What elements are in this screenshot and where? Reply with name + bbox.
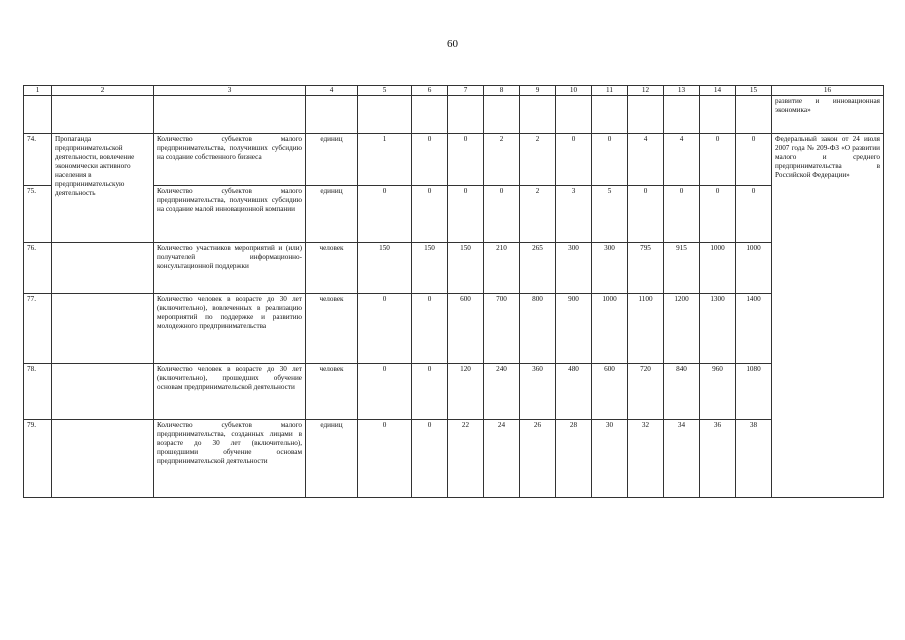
header-cell: 13 <box>664 86 700 96</box>
value-cell: 1000 <box>592 294 628 364</box>
group-description: Пропаганда предпринимательской деятельности, вовлечение экономически активного населения в предпринимательскую деятельность <box>52 134 154 243</box>
header-cell: 3 <box>154 86 306 96</box>
table-row <box>24 243 884 294</box>
value-cell: 0 <box>700 186 736 243</box>
row-number: 74. <box>24 134 52 186</box>
value-cell: 0 <box>358 420 412 498</box>
value-cell: 0 <box>664 186 700 243</box>
value-cell: 480 <box>556 364 592 420</box>
value-cell: 300 <box>556 243 592 294</box>
indicators-table <box>23 85 884 498</box>
value-cell: 240 <box>484 364 520 420</box>
header-row <box>24 86 884 96</box>
header-cell: 5 <box>358 86 412 96</box>
value-cell: 0 <box>448 134 484 186</box>
value-cell: 0 <box>358 294 412 364</box>
row-number: 77. <box>24 294 52 364</box>
value-cell: 1400 <box>736 294 772 364</box>
unit: человек <box>306 243 358 294</box>
value-cell: 0 <box>412 364 448 420</box>
value-cell: 5 <box>592 186 628 243</box>
value-cell: 0 <box>592 134 628 186</box>
value-cell: 0 <box>412 186 448 243</box>
continuation-row <box>24 96 884 134</box>
value-cell: 150 <box>448 243 484 294</box>
table-row <box>24 420 884 498</box>
value-cell: 0 <box>448 186 484 243</box>
value-cell: 1080 <box>736 364 772 420</box>
value-cell: 0 <box>484 186 520 243</box>
indicator-name: Количество субъектов малого предпринимательства, созданных лицами в возрасте до 30 лет (включительно), прошедшими обучение основам предпринимательской деятельности <box>154 420 306 498</box>
value-cell: 0 <box>412 420 448 498</box>
value-cell: 900 <box>556 294 592 364</box>
value-cell: 600 <box>448 294 484 364</box>
value-cell: 36 <box>700 420 736 498</box>
value-cell: 28 <box>556 420 592 498</box>
value-cell: 2 <box>520 186 556 243</box>
header-cell: 7 <box>448 86 484 96</box>
law-reference: Федеральный закон от 24 июля 2007 года № 209-ФЗ «О развитии малого и среднего предпринимательства в Российской Федерации» <box>772 134 884 498</box>
indicator-name: Количество субъектов малого предпринимательства, получивших субсидию на создание собственного бизнеса <box>154 134 306 186</box>
unit: единиц <box>306 134 358 186</box>
value-cell: 0 <box>412 294 448 364</box>
header-cell: 2 <box>52 86 154 96</box>
indicator-name: Количество участников мероприятий и (или) получателей информационно-консультационной поддержки <box>154 243 306 294</box>
value-cell: 600 <box>592 364 628 420</box>
value-cell: 22 <box>448 420 484 498</box>
unit: человек <box>306 364 358 420</box>
value-cell: 700 <box>484 294 520 364</box>
table-row <box>24 134 884 186</box>
value-cell: 34 <box>664 420 700 498</box>
unit: человек <box>306 294 358 364</box>
value-cell: 360 <box>520 364 556 420</box>
value-cell: 960 <box>700 364 736 420</box>
value-cell: 1 <box>358 134 412 186</box>
value-cell: 120 <box>448 364 484 420</box>
indicator-name: Количество субъектов малого предпринимательства, получивших субсидию на создание малой инновационной компании <box>154 186 306 243</box>
indicator-name: Количество человек в возрасте до 30 лет (включительно), вовлеченных в реализацию мероприятий по поддержке и развитию молодежного предпринимательства <box>154 294 306 364</box>
row-number: 76. <box>24 243 52 294</box>
value-cell: 800 <box>520 294 556 364</box>
value-cell: 0 <box>358 186 412 243</box>
value-cell: 30 <box>592 420 628 498</box>
header-cell: 14 <box>700 86 736 96</box>
header-cell: 4 <box>306 86 358 96</box>
row-number: 79. <box>24 420 52 498</box>
header-cell: 6 <box>412 86 448 96</box>
value-cell: 915 <box>664 243 700 294</box>
value-cell: 720 <box>628 364 664 420</box>
value-cell: 1000 <box>700 243 736 294</box>
indicator-name: Количество человек в возрасте до 30 лет (включительно), прошедших обучение основам предпринимательской деятельности <box>154 364 306 420</box>
value-cell: 300 <box>592 243 628 294</box>
header-cell: 15 <box>736 86 772 96</box>
value-cell: 0 <box>556 134 592 186</box>
row-number: 78. <box>24 364 52 420</box>
table-row <box>24 294 884 364</box>
table-row <box>24 364 884 420</box>
value-cell: 2 <box>520 134 556 186</box>
value-cell: 150 <box>358 243 412 294</box>
header-cell: 1 <box>24 86 52 96</box>
value-cell: 26 <box>520 420 556 498</box>
value-cell: 2 <box>484 134 520 186</box>
value-cell: 265 <box>520 243 556 294</box>
header-cell: 16 <box>772 86 884 96</box>
value-cell: 3 <box>556 186 592 243</box>
value-cell: 0 <box>628 186 664 243</box>
value-cell: 840 <box>664 364 700 420</box>
value-cell: 38 <box>736 420 772 498</box>
header-cell: 10 <box>556 86 592 96</box>
value-cell: 4 <box>664 134 700 186</box>
value-cell: 4 <box>628 134 664 186</box>
value-cell: 1300 <box>700 294 736 364</box>
continuation-text: развитие и инновационная экономика» <box>772 96 884 134</box>
value-cell: 0 <box>700 134 736 186</box>
unit: единиц <box>306 186 358 243</box>
header-cell: 11 <box>592 86 628 96</box>
value-cell: 32 <box>628 420 664 498</box>
value-cell: 795 <box>628 243 664 294</box>
value-cell: 210 <box>484 243 520 294</box>
unit: единиц <box>306 420 358 498</box>
value-cell: 1100 <box>628 294 664 364</box>
value-cell: 1000 <box>736 243 772 294</box>
value-cell: 24 <box>484 420 520 498</box>
value-cell: 0 <box>736 134 772 186</box>
value-cell: 0 <box>736 186 772 243</box>
page-number: 60 <box>447 38 458 50</box>
header-cell: 8 <box>484 86 520 96</box>
value-cell: 1200 <box>664 294 700 364</box>
value-cell: 0 <box>358 364 412 420</box>
value-cell: 0 <box>412 134 448 186</box>
row-number: 75. <box>24 186 52 243</box>
header-cell: 9 <box>520 86 556 96</box>
header-cell: 12 <box>628 86 664 96</box>
value-cell: 150 <box>412 243 448 294</box>
